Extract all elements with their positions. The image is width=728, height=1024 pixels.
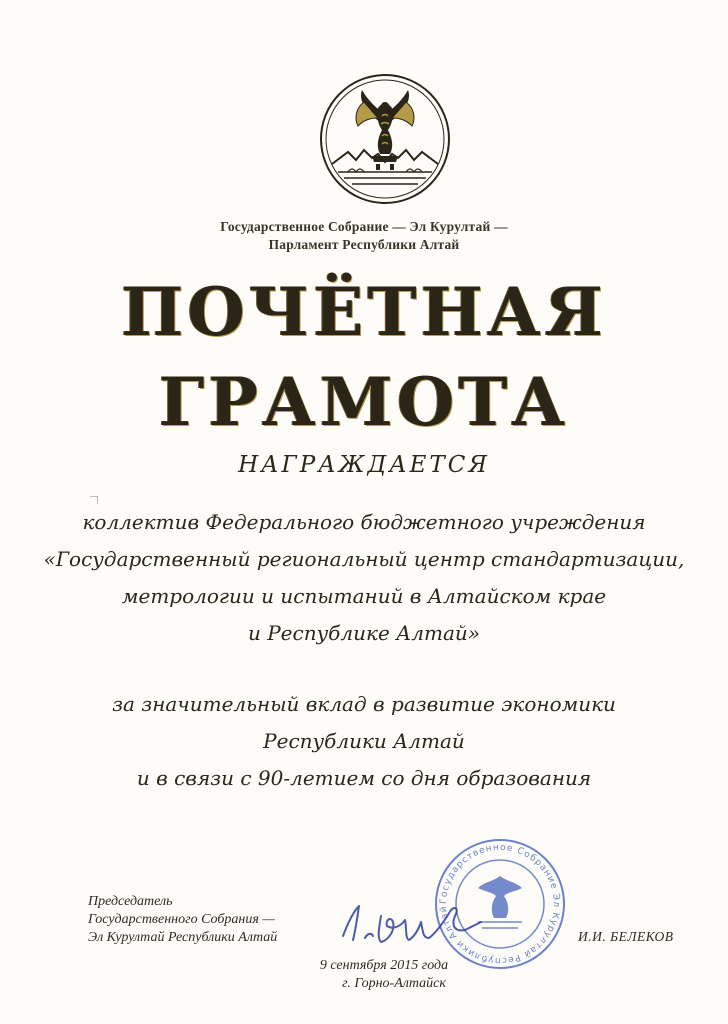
motivation-line-3: и в связи с 90-летием со дня образования xyxy=(136,766,592,790)
signatory-name: И.И. БЕЛЕКОВ xyxy=(578,929,674,944)
recipient-line-4: и Республике Алтай» xyxy=(247,621,481,645)
motivation-line-1: за значительный вклад в развитие экономики xyxy=(112,692,616,716)
issue-date: 9 сентября 2015 года xyxy=(319,958,449,973)
award-word: НАГРАЖДАЕТСЯ xyxy=(238,452,490,478)
certificate-title-line-1: ПОЧЁТНАЯ xyxy=(121,273,607,351)
signatory-title xyxy=(88,893,277,947)
stamp-ring-text: Государственное Собрание Эл Курултай Республики Алтай xyxy=(438,842,562,966)
issuer-line-2: Парламент Республики Алтай xyxy=(268,237,460,252)
issuer-line-1: Государственное Собрание — Эл Курултай — xyxy=(220,219,508,234)
issue-place: г. Горно-Алтайск xyxy=(342,976,446,991)
signatory-title-line-1: Председатель xyxy=(88,894,173,909)
signatory-title-line-2: Государственного Собрания — xyxy=(88,912,275,927)
handwritten-signature xyxy=(335,880,485,960)
certificate-title-line-2: ГРАМОТА xyxy=(158,363,570,441)
recipient-line-1: коллектив Федерального бюджетного учреждения xyxy=(82,510,646,534)
motivation-line-2: Республики Алтай xyxy=(263,729,465,753)
signatory-title-line-3: Эл Курултай Республики Алтай xyxy=(88,930,278,945)
altai-emblem-icon xyxy=(318,72,452,206)
corner-mark-icon xyxy=(90,496,98,504)
recipient-line-3: метрологии и испытаний в Алтайском крае xyxy=(121,584,607,608)
recipient-line-2: «Государственный региональный центр стандартизации, xyxy=(43,547,685,571)
